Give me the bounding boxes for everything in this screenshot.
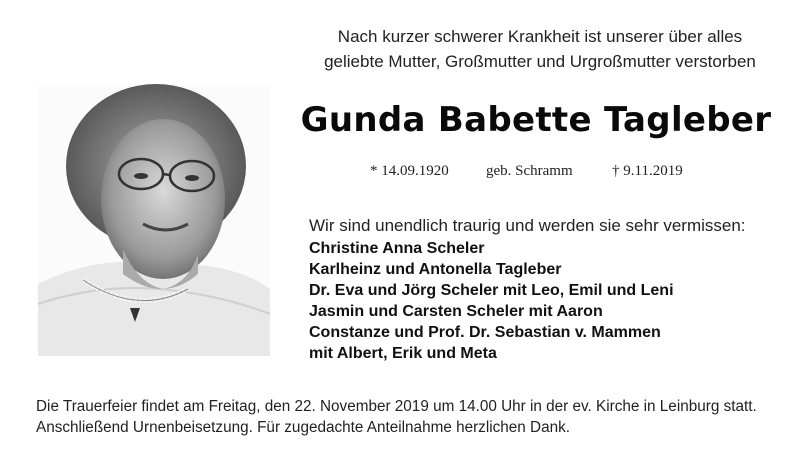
service-info xyxy=(36,396,776,438)
mourner-name: Christine Anna Scheler xyxy=(309,240,485,257)
intro-line-2: geliebte Mutter, Großmutter und Urgroßmutter verstorben xyxy=(324,52,756,71)
mourning-intro: Wir sind unendlich traurig und werden sie sehr vermissen: xyxy=(309,216,746,235)
service-info-line-1: Die Trauerfeier findet am Freitag, den 22. November 2019 um 14.00 Uhr in der ev. Kirche in Leinburg statt. xyxy=(36,398,757,415)
intro-text xyxy=(300,24,780,74)
birth-date: * 14.09.1920 xyxy=(370,163,449,179)
deceased-name: Gunda Babette Tagleber xyxy=(300,100,772,140)
intro-line-1: Nach kurzer schwerer Krankheit ist unserer über alles xyxy=(337,27,743,46)
mourner-name: mit Albert, Erik und Meta xyxy=(309,345,497,362)
service-info-line-2: Anschließend Urnenbeisetzung. Für zugedachte Anteilnahme herzlichen Dank. xyxy=(36,419,571,436)
maiden-name: geb. Schramm xyxy=(486,163,573,179)
mourner-name: Karlheinz und Antonella Tagleber xyxy=(309,261,562,278)
mourner-name: Dr. Eva und Jörg Scheler mit Leo, Emil und Leni xyxy=(309,282,674,299)
portrait-photo xyxy=(38,84,270,356)
mourner-name: Constanze und Prof. Dr. Sebastian v. Mammen xyxy=(309,324,661,341)
mourners-list xyxy=(309,238,674,364)
mourner-name: Jasmin und Carsten Scheler mit Aaron xyxy=(309,303,603,320)
death-date: † 9.11.2019 xyxy=(612,163,683,179)
